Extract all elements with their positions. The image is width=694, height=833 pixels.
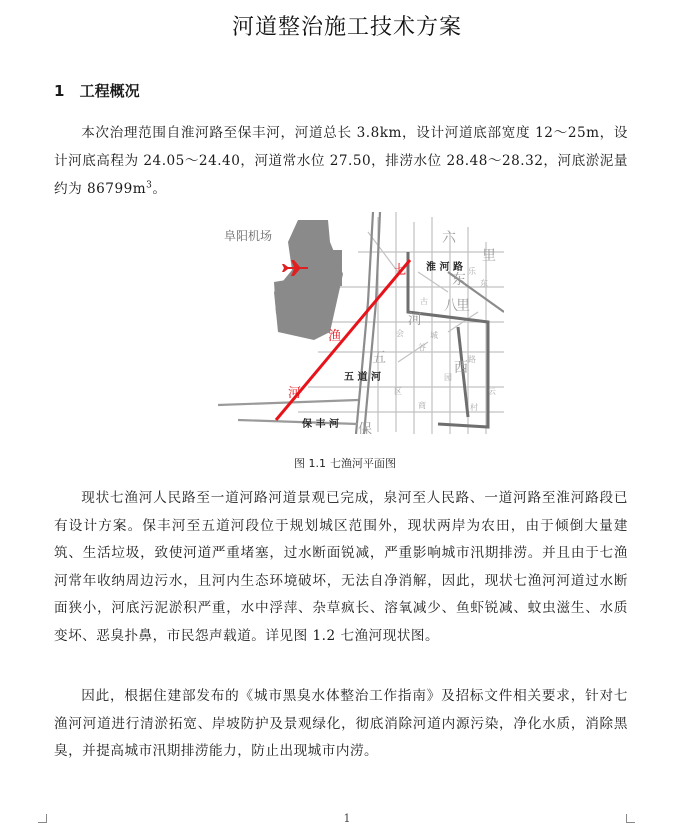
map-label-xi: 西 [454, 360, 468, 376]
section-title: 工程概况 [79, 82, 140, 100]
section-number: 1 [54, 82, 65, 100]
map-small-label: 谷 [418, 343, 426, 352]
map-small-label: 区 [394, 387, 402, 396]
figure-caption [0, 455, 694, 471]
map-small-label: 会 [396, 329, 404, 338]
map-label-qi: 七 [394, 263, 408, 278]
map-label-he2: 河 [408, 312, 422, 328]
paragraph-conclusion: 因此，根据住建部发布的《城市黑臭水体整治工作指南》及招标文件相关要求，针对七渔河河道进行清淤拓宽、岸坡防护及景观绿化，彻底消除河道内源污染，净化水质，消除黑臭，并提高城市汛期排涝能力，防止出现城市内涝。 [54, 688, 628, 760]
paragraph-status: 现状七渔河人民路至一道河路河道景观已完成，泉河至人民路、一道河路至淮河路段已有设计方案。保丰河至五道河段位于规划城区范围外，现状两岸为农田，由于倾倒大量建筑、生活垃圾，致使河道严重堵塞，过水断面锐减，严重影响城市汛期排涝。并且由于七渔河常年收纳周边污水，且河内生态环境破坏，无法自净消解，因此，现状七渔河河道过水断面狭小，河底污泥淤积严重，水中浮萍、杂草疯长、溶氧减少、鱼虾锐减、蚊虫滋生、水质变坏、恶臭扑鼻，市民怨声载道。详见图 1.2 七渔河现状图。 [54, 490, 628, 644]
map-small-label: 云 [488, 387, 496, 396]
map-small-label: 村 [470, 403, 478, 412]
superscript-3: 3 [146, 180, 153, 191]
map-label-liu: 六 [442, 230, 456, 246]
map-label-huaihe-road: 淮 河 路 [426, 262, 463, 273]
map-label-wudao-river: 五 道 河 [344, 372, 381, 383]
map-small-label: 路 [468, 355, 476, 364]
map-label-li: 里 [482, 248, 496, 264]
map-label-yu: 渔 [328, 329, 342, 344]
map-label-wu: 五 [372, 350, 386, 366]
map-small-label: 园 [444, 373, 452, 382]
map-label-airport: 阜阳机场 [224, 229, 273, 243]
map-label-bao: 保 [358, 422, 372, 434]
map-small-label: 商 [418, 401, 426, 410]
map-label-dong: 东 [452, 272, 466, 288]
paragraph-scope-tail: 。 [152, 181, 167, 197]
map-label-li2: 里 [456, 298, 470, 314]
page-number: 1 [343, 812, 351, 825]
river-plan-map [218, 212, 504, 434]
map-label-he: 河 [288, 386, 302, 401]
map-small-label: 城 [430, 331, 438, 340]
map-small-label: 乐 [468, 267, 476, 276]
paragraph-scope-text: 本次治理范围自淮河路至保丰河，河道总长 3.8km，设计河道底部宽度 12～25m，设计河底高程为 24.05～24.40，河道常水位 27.50，排涝水位 28.48～28.32，河底淤泥量约为 86799m [54, 125, 628, 197]
paragraph-scope [54, 119, 628, 203]
figure-caption-text: 七渔河平面图 [330, 457, 396, 470]
map-svg [218, 212, 504, 434]
map-label-baofeng-river: 保 丰 河 [302, 419, 339, 430]
figure-caption-number: 图 1.1 [294, 457, 326, 470]
map-small-label: 东 [480, 279, 488, 288]
document-title: 河道整治施工技术方案 [231, 15, 462, 40]
section-heading [54, 80, 140, 101]
map-label-ba: 八 [444, 298, 458, 314]
map-small-label: 古 [420, 297, 428, 306]
